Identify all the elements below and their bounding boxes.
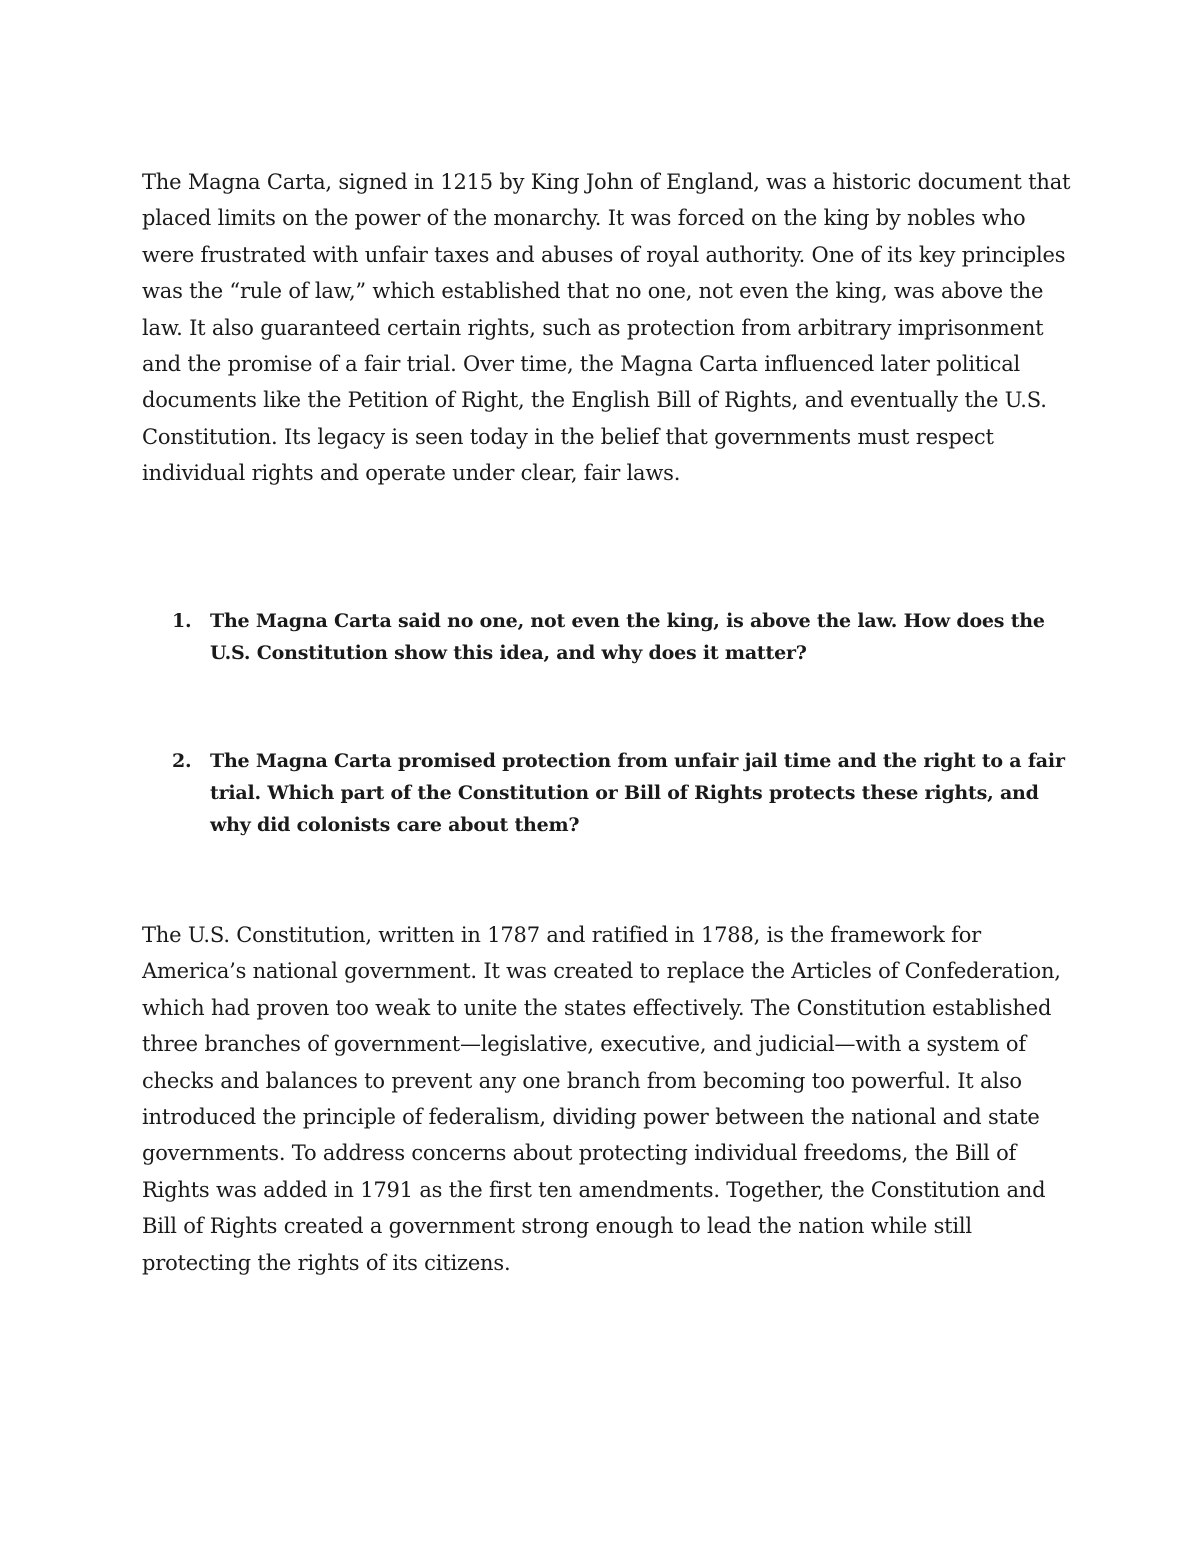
question-item bbox=[172, 605, 1072, 669]
magna-carta-paragraph: The Magna Carta, signed in 1215 by King John of England, was a historic document that placed limits on the power of the monarchy. It was forced on the king by nobles who were frustrated with unfair taxes and abuses of royal authority. One of its key principles was the “rule of law,” which established that no one, not even the king, was above the law. It also guaranteed certain rights, such as protection from arbitrary imprisonment and the promise of a fair trial. Over time, the Magna Carta influenced later political documents like the Petition of Right, the English Bill of Rights, and eventually the U.S. Constitution. Its legacy is seen today in the belief that governments must respect individual rights and operate under clear, fair laws. bbox=[142, 170, 1071, 486]
constitution-paragraph: The U.S. Constitution, written in 1787 and ratified in 1788, is the framework for America’s national government. It was created to replace the Articles of Confederation, which had proven too weak to unite the states effectively. The Constitution established three branches of government—legislative, executive, and judicial—with a system of checks and balances to prevent any one branch from becoming too powerful. It also introduced the principle of federalism, dividing power between the national and state governments. To address concerns about protecting individual freedoms, the Bill of Rights was added in 1791 as the first ten amendments. Together, the Constitution and Bill of Rights created a government strong enough to lead the nation while still protecting the rights of its citizens. bbox=[142, 923, 1061, 1275]
question-number: 2. bbox=[172, 750, 192, 772]
question-item bbox=[172, 745, 1072, 841]
question-number: 1. bbox=[172, 610, 192, 632]
question-text: The Magna Carta promised protection from unfair jail time and the right to a fair trial. Which part of the Constitution or Bill of Rights protects these rights, and why did colonists care about them? bbox=[210, 750, 1065, 836]
question-text: The Magna Carta said no one, not even the king, is above the law. How does the U.S. Constitution show this idea, and why does it matter? bbox=[210, 610, 1045, 664]
